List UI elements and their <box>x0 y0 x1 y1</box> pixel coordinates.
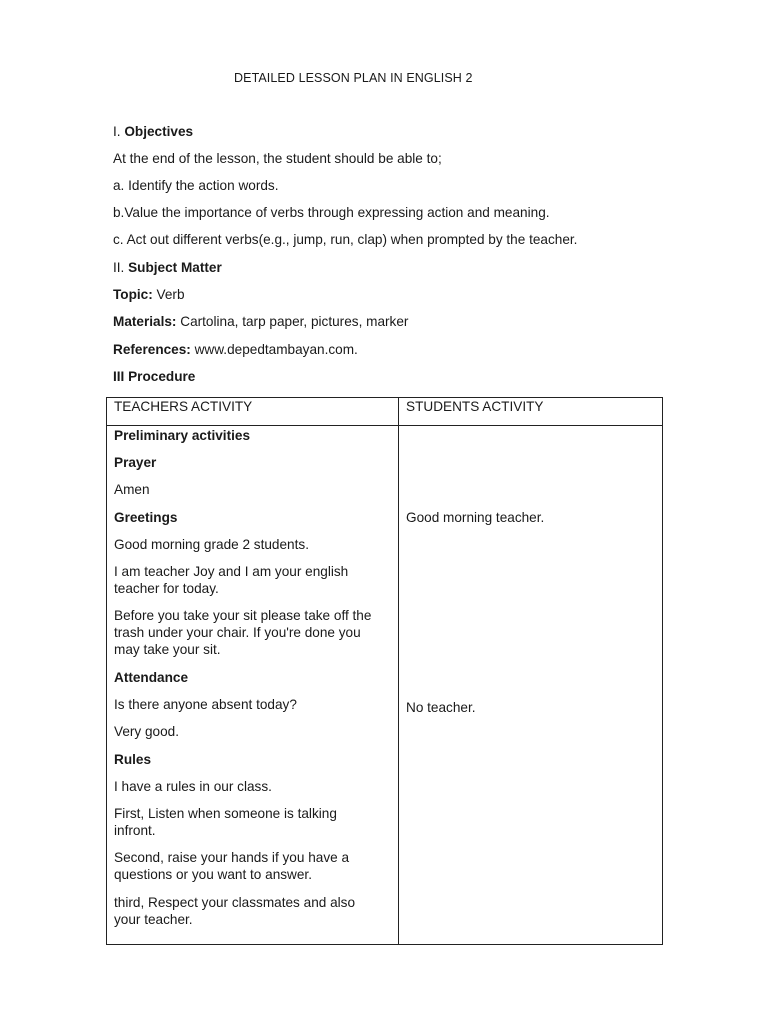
student-activity-cell <box>399 426 663 945</box>
topic-line <box>113 286 185 304</box>
objectives-title: Objectives <box>124 124 194 139</box>
materials-label: Materials: <box>113 314 177 329</box>
teachers-activity-header-label: TEACHERS ACTIVITY <box>114 399 253 414</box>
rule-1: First, Listen when someone is talking infront. <box>114 806 337 838</box>
objectives-intro: At the end of the lesson, the student should be able to; <box>113 151 442 166</box>
prayer-heading: Prayer <box>114 455 157 470</box>
document-title: DETAILED LESSON PLAN IN ENGLISH 2 <box>234 71 473 85</box>
references-label: References: <box>113 342 191 357</box>
student-absent-reply: No teacher. <box>406 700 476 715</box>
procedure-title: Procedure <box>124 369 196 384</box>
objective-item-c: c. Act out different verbs(e.g., jump, run, clap) when prompted by the teacher. <box>113 232 578 247</box>
objective-item-b: b.Value the importance of verbs through expressing action and meaning. <box>113 205 550 220</box>
attendance-heading: Attendance <box>114 670 189 685</box>
greeting-line-1: Good morning grade 2 students. <box>114 537 309 552</box>
subject-matter-number: II. <box>113 260 129 275</box>
materials-value: Cartolina, tarp paper, pictures, marker <box>176 314 409 329</box>
table-body-row <box>107 426 663 945</box>
subject-matter-heading <box>113 259 222 277</box>
references-value: www.depedtambayan.com. <box>190 342 358 357</box>
attendance-response: Very good. <box>114 724 179 739</box>
greetings-heading: Greetings <box>114 510 178 525</box>
preliminary-heading: Preliminary activities <box>114 428 251 443</box>
procedure-table <box>106 397 663 945</box>
topic-label: Topic: <box>113 287 153 302</box>
subject-matter-title: Subject Matter <box>128 260 222 275</box>
students-activity-header-label: STUDENTS ACTIVITY <box>406 399 544 414</box>
references-line <box>113 341 358 359</box>
greeting-line-3: Before you take your sit please take off the trash under your chair. If you're done you may take your sit. <box>114 608 372 657</box>
rules-heading: Rules <box>114 752 152 767</box>
student-greeting-reply: Good morning teacher. <box>406 510 545 525</box>
teacher-activity-cell <box>107 426 399 945</box>
rules-intro: I have a rules in our class. <box>114 779 272 794</box>
procedure-number: III <box>113 369 125 384</box>
students-activity-header <box>399 398 663 426</box>
materials-line <box>113 313 408 331</box>
greeting-line-2: I am teacher Joy and I am your english teacher for today. <box>114 564 349 596</box>
topic-value: Verb <box>152 287 185 302</box>
rule-2: Second, raise your hands if you have a questions or you want to answer. <box>114 850 350 882</box>
table-header-row <box>107 398 663 426</box>
teachers-activity-header <box>107 398 399 426</box>
rule-3: third, Respect your classmates and also your teacher. <box>114 895 356 927</box>
procedure-heading <box>113 368 195 386</box>
attendance-question: Is there anyone absent today? <box>114 697 297 712</box>
objective-item-a: a. Identify the action words. <box>113 178 279 193</box>
objectives-heading <box>113 123 193 141</box>
prayer-text: Amen <box>114 482 150 497</box>
objectives-number: I. <box>113 124 125 139</box>
